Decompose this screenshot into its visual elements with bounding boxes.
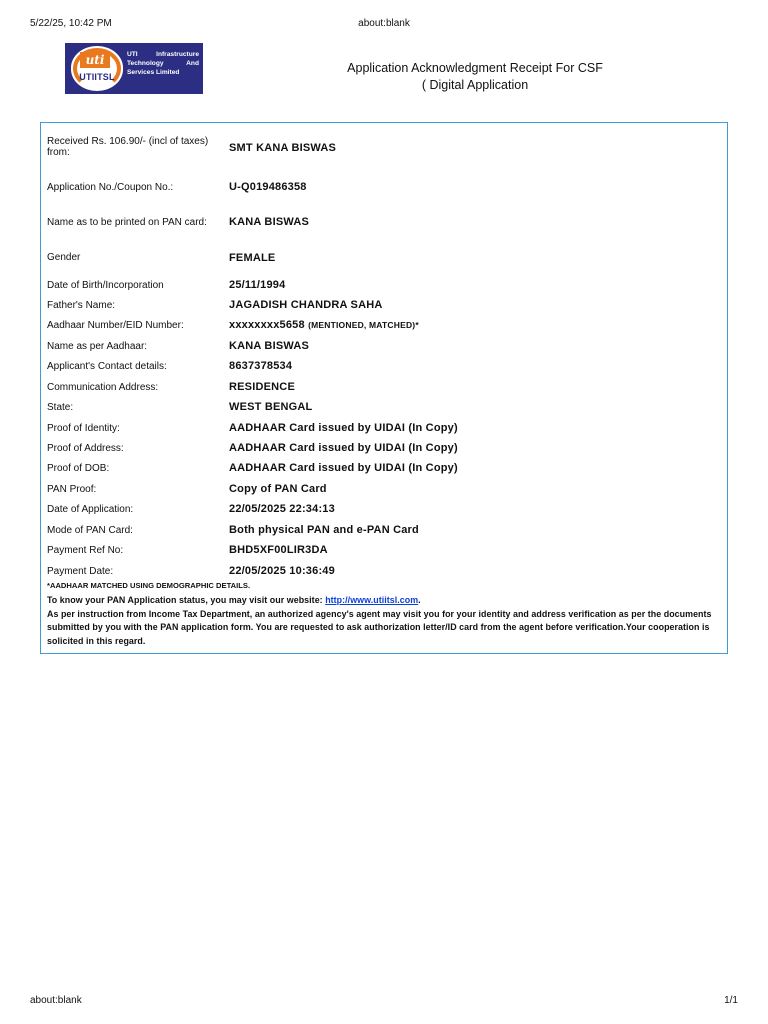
proof-address-value: AADHAAR Card issued by UIDAI (In Copy) (229, 442, 458, 454)
mode-pan-value: Both physical PAN and e-PAN Card (229, 524, 419, 536)
status-note-text: To know your PAN Application status, you may visit our website: (47, 595, 326, 605)
pan-proof-label: PAN Proof: (47, 484, 97, 495)
notes (47, 581, 725, 648)
document-subtitle: ( Digital Application (421, 78, 529, 92)
comm-address-value: RESIDENCE (229, 381, 295, 393)
payment-ref-label: Payment Ref No: (47, 545, 124, 556)
application-no-label: Application No./Coupon No.: (47, 182, 174, 193)
proof-identity-label: Proof of Identity: (47, 423, 120, 434)
logo-name: UTIITSL (79, 72, 115, 82)
print-footer-url: about:blank (30, 995, 82, 1006)
name-on-pan-label: Name as to be printed on PAN card: (47, 217, 207, 228)
mode-pan-label: Mode of PAN Card: (47, 525, 133, 536)
print-page-number: 1/1 (724, 995, 738, 1006)
print-page-title: about:blank (358, 18, 410, 29)
print-datetime: 5/22/25, 10:42 PM (30, 18, 112, 29)
dob-value: 25/11/1994 (229, 279, 286, 291)
comm-address-label: Communication Address: (47, 382, 159, 393)
status-note (47, 594, 725, 608)
print-header (30, 18, 738, 32)
proof-dob-label: Proof of DOB: (47, 463, 110, 474)
father-name-value: JAGADISH CHANDRA SAHA (229, 299, 383, 311)
utiitsl-website-link[interactable]: http://www.utiitsl.com (325, 595, 419, 605)
name-on-pan-value: KANA BISWAS (229, 216, 310, 228)
logo-tagline: UTI Infrastructure Technology And Services Limited (127, 51, 199, 76)
proof-identity-value: AADHAAR Card issued by UIDAI (In Copy) (229, 422, 458, 434)
aadhaar-label: Aadhaar Number/EID Number: (47, 320, 184, 331)
name-aadhaar-label: Name as per Aadhaar: (47, 341, 148, 352)
print-footer (30, 995, 738, 1009)
aadhaar-match-note: *AADHAAR MATCHED USING DEMOGRAPHIC DETAILS. (47, 581, 251, 590)
received-value: SMT KANA BISWAS (229, 142, 337, 154)
status-note-end: . (418, 595, 421, 605)
verification-note: As per instruction from Income Tax Department, an authorized agency's agent may visit you for your identity and address verification as per the documents submitted by you with the PAN application form. You are requested to ask authorization letter/ID card from the agent before verification.Your cooperation is solicited in this regard. (47, 608, 712, 646)
received-label: Received Rs. 106.90/- (incl of taxes) from: (47, 136, 209, 158)
proof-dob-value: AADHAAR Card issued by UIDAI (In Copy) (229, 462, 458, 474)
contact-label: Applicant's Contact details: (47, 361, 167, 372)
proof-address-label: Proof of Address: (47, 443, 124, 454)
document-title: Application Acknowledgment Receipt For CSF (347, 61, 603, 75)
pan-proof-value: Copy of PAN Card (229, 483, 327, 495)
state-value: WEST BENGAL (229, 401, 313, 413)
date-application-label: Date of Application: (47, 504, 134, 515)
utiitsl-logo (65, 43, 203, 94)
contact-value: 8637378534 (229, 360, 293, 372)
aadhaar-match-status: (MENTIONED, MATCHED)* (308, 320, 419, 330)
date-application-value: 22/05/2025 22:34:13 (229, 503, 335, 515)
aadhaar-number: xxxxxxxx5658 (229, 319, 305, 331)
name-aadhaar-value: KANA BISWAS (229, 340, 310, 352)
gender-label: Gender (47, 252, 81, 263)
application-no-value: U-Q019486358 (229, 181, 307, 193)
father-name-label: Father's Name: (47, 300, 116, 311)
aadhaar-value (229, 319, 719, 332)
logo-uti-mark: uti (80, 52, 110, 68)
gender-value: FEMALE (229, 252, 276, 264)
payment-date-label: Payment Date: (47, 566, 114, 577)
payment-date-value: 22/05/2025 10:36:49 (229, 565, 335, 577)
dob-label: Date of Birth/Incorporation (47, 280, 164, 291)
payment-ref-value: BHD5XF00LIR3DA (229, 544, 328, 556)
logo-badge (71, 46, 123, 91)
state-label: State: (47, 402, 74, 413)
receipt-box (40, 122, 728, 654)
